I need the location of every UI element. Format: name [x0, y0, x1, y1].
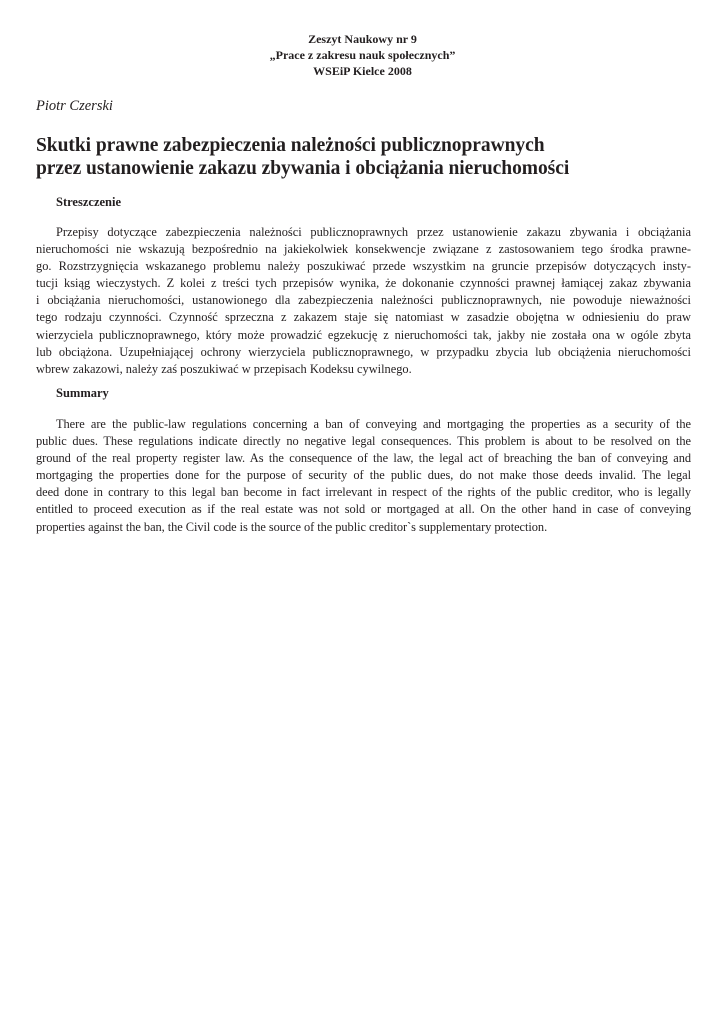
abstract-en-paragraph	[36, 416, 691, 536]
abstract-pl-line: tego rodzaju czynności. Czynność sprzeczna z zakazem staje się natomiast w zasadzie obojętna w odniesieniu do praw	[36, 310, 691, 325]
abstract-pl-line: wbrew zakazowi, należy zaś poszukiwać w przepisach Kodeksu cywilnego.	[36, 361, 412, 376]
abstract-en-line: public dues. These regulations indicate directly no negative legal consequences. This problem is about to be resolved on the	[36, 434, 691, 449]
journal-publisher: WSEiP Kielce 2008	[313, 64, 412, 78]
abstract-pl-paragraph	[36, 224, 691, 378]
author-name: Piotr Czerski	[36, 98, 113, 114]
journal-series: „Prace z zakresu nauk społecznych”	[269, 48, 456, 62]
abstract-pl-line: lub obciążona. Uzupełniającej ochrony wierzyciela publicznoprawnego, w przypadku zbycia lub obciążenia nieruchomości	[36, 344, 691, 359]
journal-name: Zeszyt Naukowy nr 9	[308, 32, 417, 46]
abstract-en-line: There are the public-law regulations concerning a ban of conveying and mortgaging the properties as a security of the	[56, 417, 691, 431]
abstract-en-line: mortgaging the properties done for the purpose of security of the public dues, do not make those deeds invalid. The legal	[36, 468, 691, 483]
paper-title-line: Skutki prawne zabezpieczenia należności publicznoprawnych	[36, 135, 545, 156]
abstract-en-line: ground of the real property register law. As the consequence of the law, the legal act of breaching the ban of conveying and	[36, 451, 691, 466]
abstract-pl-line: tucji ksiąg wieczystych. Z kolei z treści tych przepisów wynika, że dokonanie czynności prawnej łamiącej zakaz zbywania	[36, 276, 691, 291]
paper-title-line: przez ustanowienie zakazu zbywania i obciążania nieruchomości	[36, 158, 570, 179]
abstract-pl-line: i obciążania nieruchomości, ustanowionego dla zabezpieczenia należności publicznoprawnych, nie powoduje nieważności	[36, 293, 691, 308]
journal-header	[0, 31, 725, 79]
abstract-pl-heading: Streszczenie	[56, 195, 122, 209]
abstract-pl-line: wierzyciela publicznoprawnego, który może prowadzić egzekucję z nieruchomości tak, jakby nie została ona w ogóle zbyta	[36, 327, 691, 342]
abstract-en-line: deed done in contrary to this legal ban become in fact irrelevant in respect of the rights of the public creditor, who is legally	[36, 485, 691, 500]
abstract-pl-line: go. Rozstrzygnięcia wskazanego problemu należy poszukiwać przede wszystkim na gruncie przepisów dotyczących insty-	[36, 259, 691, 274]
paper-title	[36, 134, 569, 180]
abstract-en-line: properties against the ban, the Civil code is the source of the public creditor`s supplementary protection.	[36, 519, 548, 534]
abstract-en-heading: Summary	[56, 386, 109, 400]
abstract-pl-line: nieruchomości nie wskazują bezpośrednio na jakiekolwiek konsekwencje związane z zastosowaniem tego środka prawne-	[36, 242, 691, 257]
abstract-en-line: entitled to proceed execution as if the real estate was not sold or mortgaged at all. On the other hand in case of conveying	[36, 502, 691, 517]
abstract-pl-line: Przepisy dotyczące zabezpieczenia należności publicznoprawnych przez ustanowienie zakazu zbywania i obciążania	[56, 225, 691, 239]
